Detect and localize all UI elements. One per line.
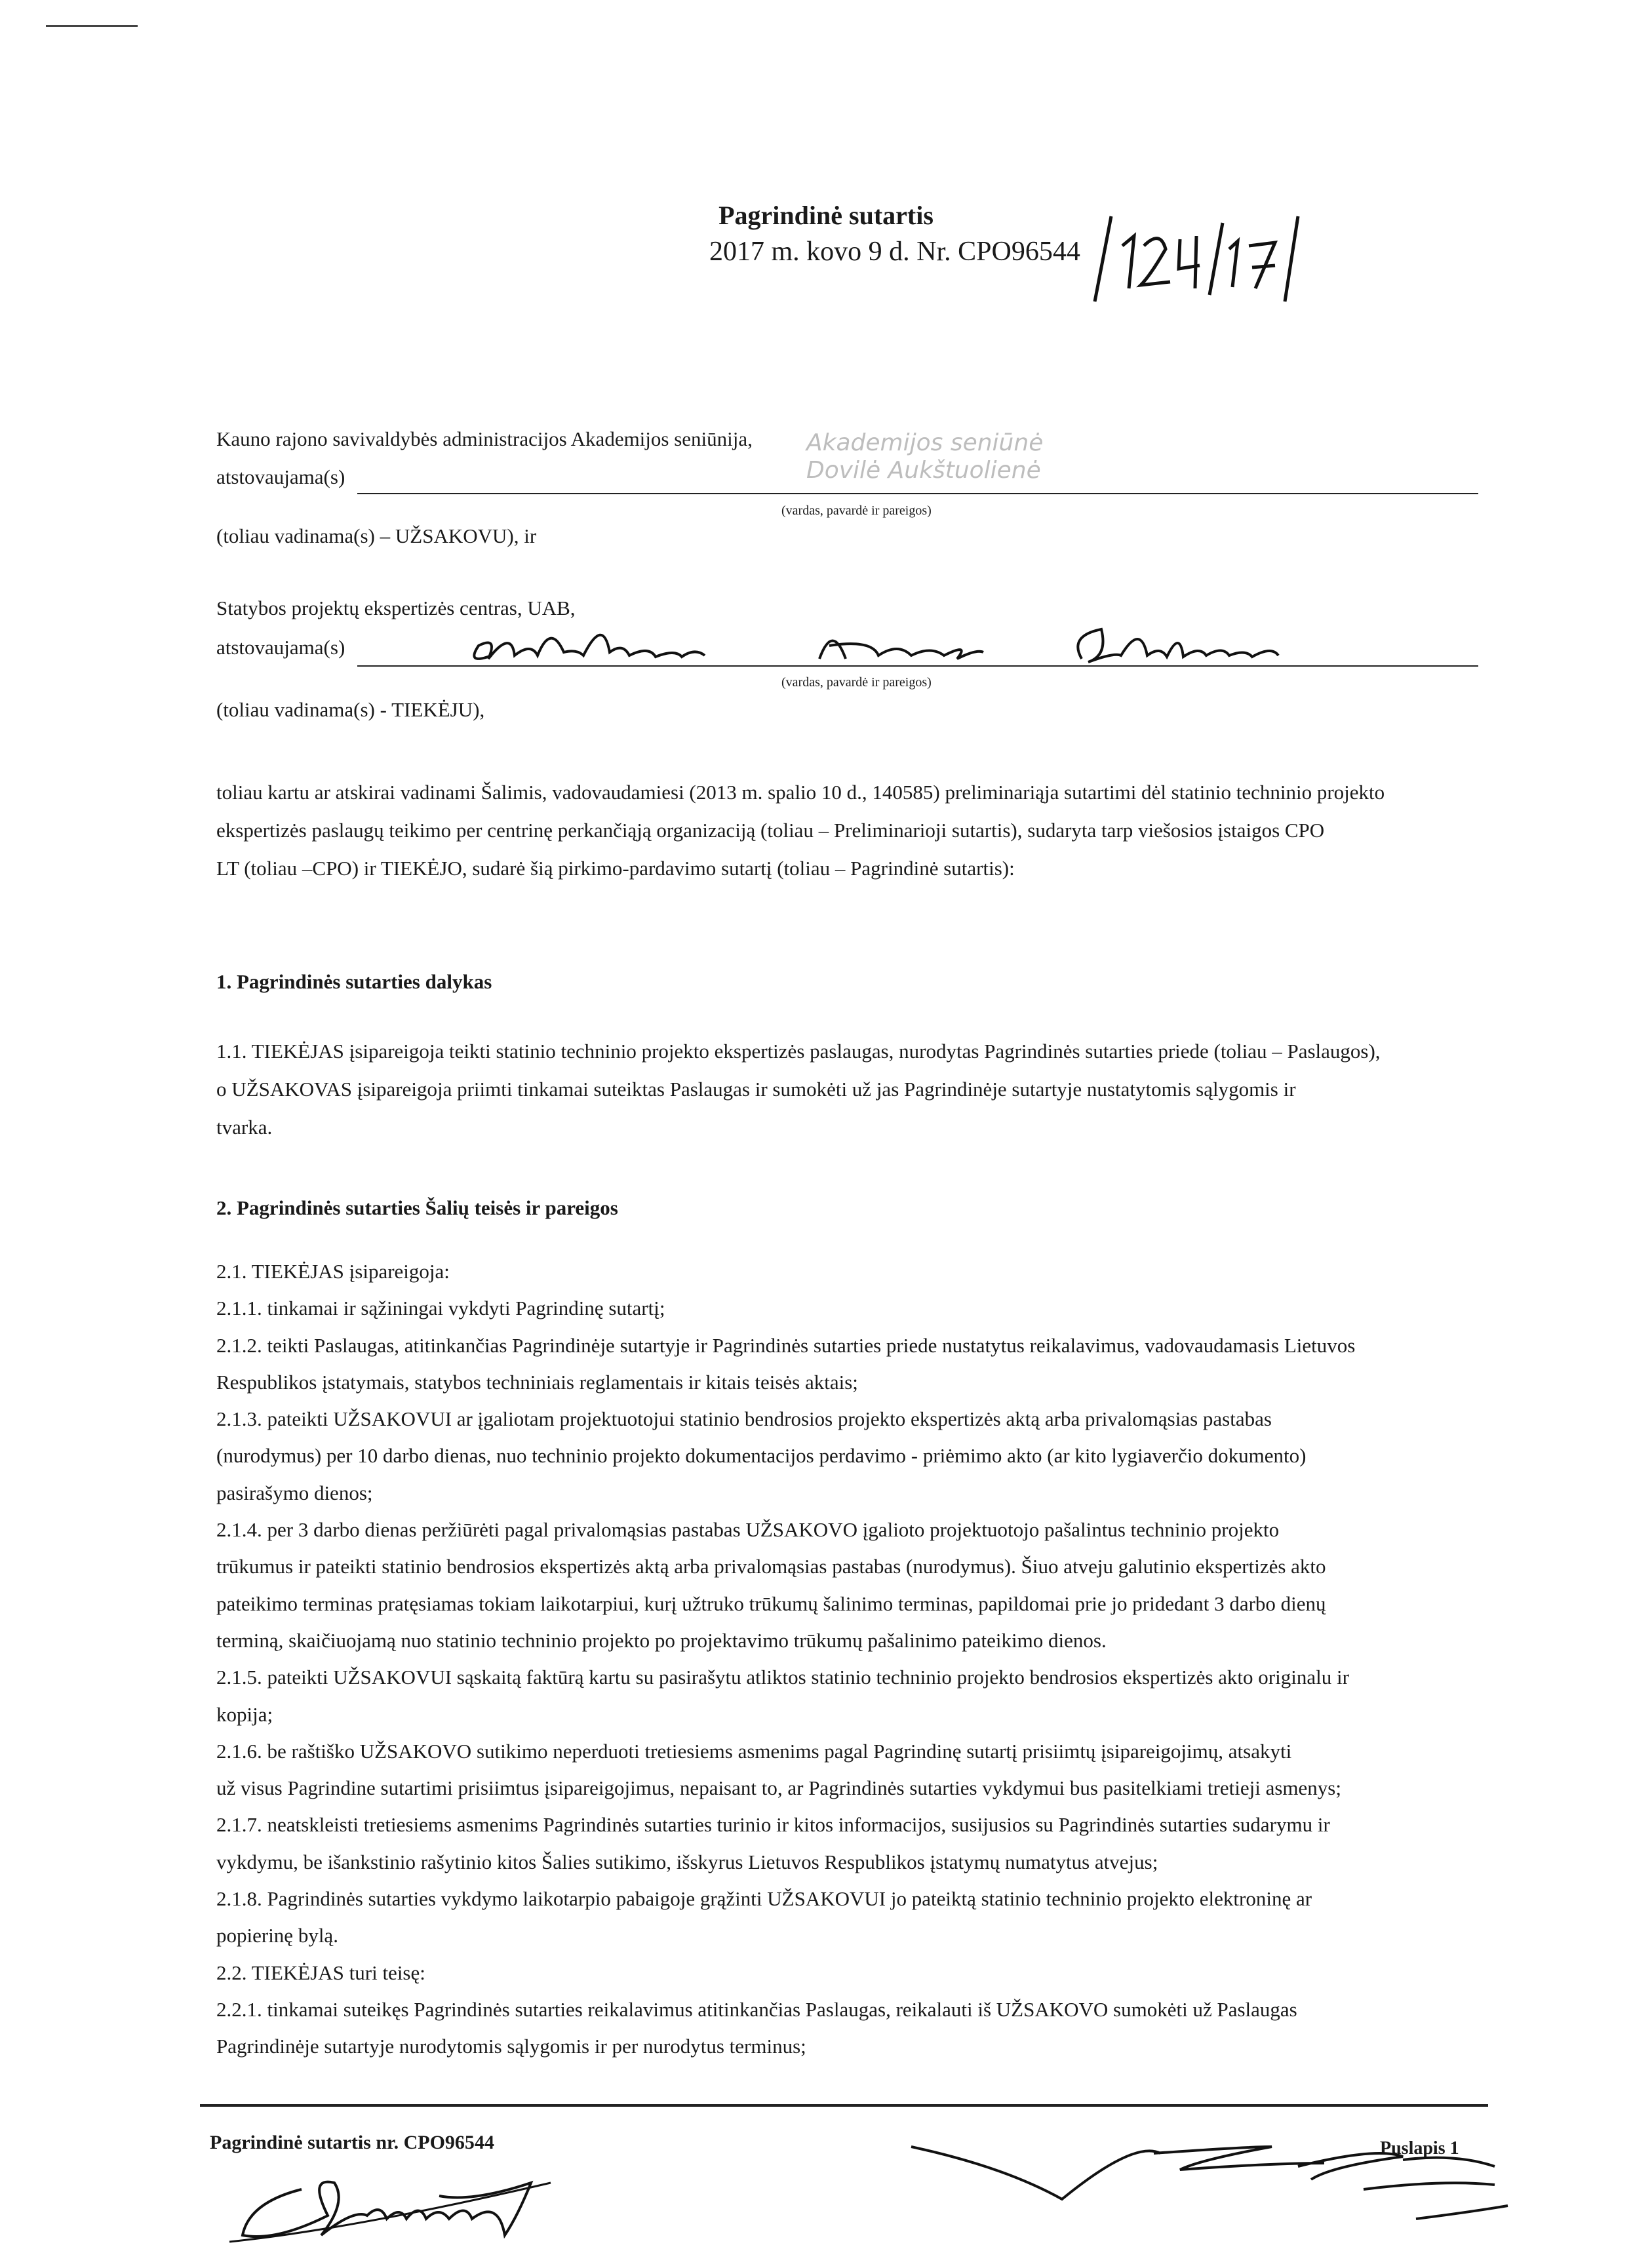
intro-paragraph: toliau kartu ar atskirai vadinami Šalimis, vadovaudamiesi (2013 m. spalio 10 d., 140585) preliminariąja sutartimi dėl statinio techninio projekto ekspertizės paslaugų teikimo per centrinę perkančiąją organizaciją (toliau – Preliminarioji sutartis), sudaryta tarp viešosios įstaigos CPO LT (toliau –CPO) ir TIEKĖJO, sudarė šią pirkimo-pardavimo sutartį (toliau – Pagrindinė sutartis): bbox=[216, 781, 1385, 880]
handwritten-registration-number bbox=[1088, 210, 1305, 308]
document-title: Pagrindinė sutartis bbox=[718, 201, 934, 230]
customer-name: Kauno rajono savivaldybės administracijos Akademijos seniūnija, bbox=[216, 427, 753, 450]
scan-mark bbox=[46, 25, 138, 27]
supplier-caption: (vardas, pavardė ir pareigos) bbox=[781, 675, 932, 690]
supplier-represented-label: atstovaujama(s) bbox=[216, 636, 345, 659]
customer-signature-line bbox=[357, 493, 1478, 494]
section-1-heading: 1. Pagrindinės sutarties dalykas bbox=[216, 970, 492, 993]
footer-rule bbox=[200, 2104, 1488, 2107]
supplier-signature bbox=[905, 2127, 1534, 2245]
supplier-handwritten-name bbox=[452, 616, 1403, 675]
customer-stamp: Akademijos seniūnė Dovilė Aukštuolienė bbox=[806, 429, 1044, 484]
customer-signature bbox=[223, 2163, 564, 2255]
footer-contract-number: Pagrindinė sutartis nr. CPO96544 bbox=[210, 2132, 494, 2153]
customer-role: (toliau vadinama(s) – UŽSAKOVU), ir bbox=[216, 524, 537, 547]
footer-page-number: Puslapis 1 bbox=[1380, 2138, 1459, 2159]
section-2-heading: 2. Pagrindinės sutarties Šalių teisės ir pareigos bbox=[216, 1196, 618, 1219]
section-2-body: 2.1. TIEKĖJAS įsipareigoja: 2.1.1. tinkamai ir sąžiningai vykdyti Pagrindinę sutartį; 2.1.2. teikti Paslaugas, atitinkančias Pagrindinėje sutartyje ir Pagrindinės sutarties priede nustatytus reikalavimus, vadovaudamasis Lietuvos Respublikos įstatymais, statybos techniniais reglamentais ir kitais teisės aktais; 2.1.3. pateikti UŽSAKOVUI ar įgaliotam projektuotojui statinio bendrosios projekto ekspertizės aktą arba privalomąsias pastabas (nurodymus) per 10 darbo dienas, nuo techninio projekto dokumentacijos perdavimo - priėmimo akto (ar kito lygiaverčio dokumento) pasirašymo dienos; 2.1.4. per 3 darbo dienas peržiūrėti pagal privalomąsias pastabas UŽSAKOVO įgalioto projektuotojo pašalintus techninio projekto trūkumus ir pateikti statinio bendrosios ekspertizės aktą arba privalomąsias pastabas (nurodymus). Šiuo atveju galutinio ekspertizės akto pateikimo terminas pratęsiamas tokiam laikotarpiui, kurį užtruko trūkumų šalinimo terminas, papildomai prie jo pridedant 3 darbo dienų terminą, skaičiuojamą nuo statinio techninio projekto po projektavimo trūkumų pašalinimo pateikimo dienos. 2.1.5. pateikti UŽSAKOVUI sąskaitą faktūrą kartu su pasirašytu atliktos statinio techninio projekto bendrosios ekspertizės akto originalu ir kopija; 2.1.6. be raštiško UŽSAKOVO sutikimo neperduoti tretiesiems asmenims pagal Pagrindinę sutartį prisiimtų įsipareigojimų, atsakyti už visus Pagrindine sutartimi prisiimtus įsipareigojimus, nepaisant to, ar Pagrindinės sutarties vykdymui bus pasitelkiami tretieji asmenys; 2.1.7. neatskleisti tretiesiems asmenims Pagrindinės sutarties turinio ir kitos informacijos, susijusios su Pagrindinės sutarties sudarymu ir vykdymu, be išankstinio rašytinio kitos Šalies sutikimo, išskyrus Lietuvos Respublikos įstatymų numatytus atvejus; 2.1.8. Pagrindinės sutarties vykdymo laikotarpio pabaigoje grąžinti UŽSAKOVUI jo pateiktą statinio techninio projekto elektroninę ar popierinę bylą. 2.2. TIEKĖJAS turi teisę: 2.2.1. tinkamai suteikęs Pagrindinės sutarties reikalavimus atitinkančias Paslaugas, reikalauti iš UŽSAKOVO sumokėti už Paslaugas Pagrindinėje sutartyje nurodytomis sąlygomis ir per nurodytus terminus; bbox=[216, 1260, 1356, 2058]
document-subtitle: 2017 m. kovo 9 d. Nr. CPO96544 bbox=[709, 237, 1080, 267]
customer-caption: (vardas, pavardė ir pareigos) bbox=[781, 503, 932, 518]
section-1-body: 1.1. TIEKĖJAS įsipareigoja teikti statinio techninio projekto ekspertizės paslaugas, nurodytas Pagrindinės sutarties priede (toliau – Paslaugos), o UŽSAKOVAS įsipareigoja priimti tinkamai suteiktas Paslaugas ir sumokėti už jas Pagrindinėje sutartyje nustatytomis sąlygomis ir tvarka. bbox=[216, 1040, 1381, 1139]
customer-represented-label: atstovaujama(s) bbox=[216, 465, 345, 488]
supplier-role: (toliau vadinama(s) - TIEKĖJU), bbox=[216, 698, 485, 721]
supplier-name: Statybos projektų ekspertizės centras, UAB, bbox=[216, 596, 576, 619]
